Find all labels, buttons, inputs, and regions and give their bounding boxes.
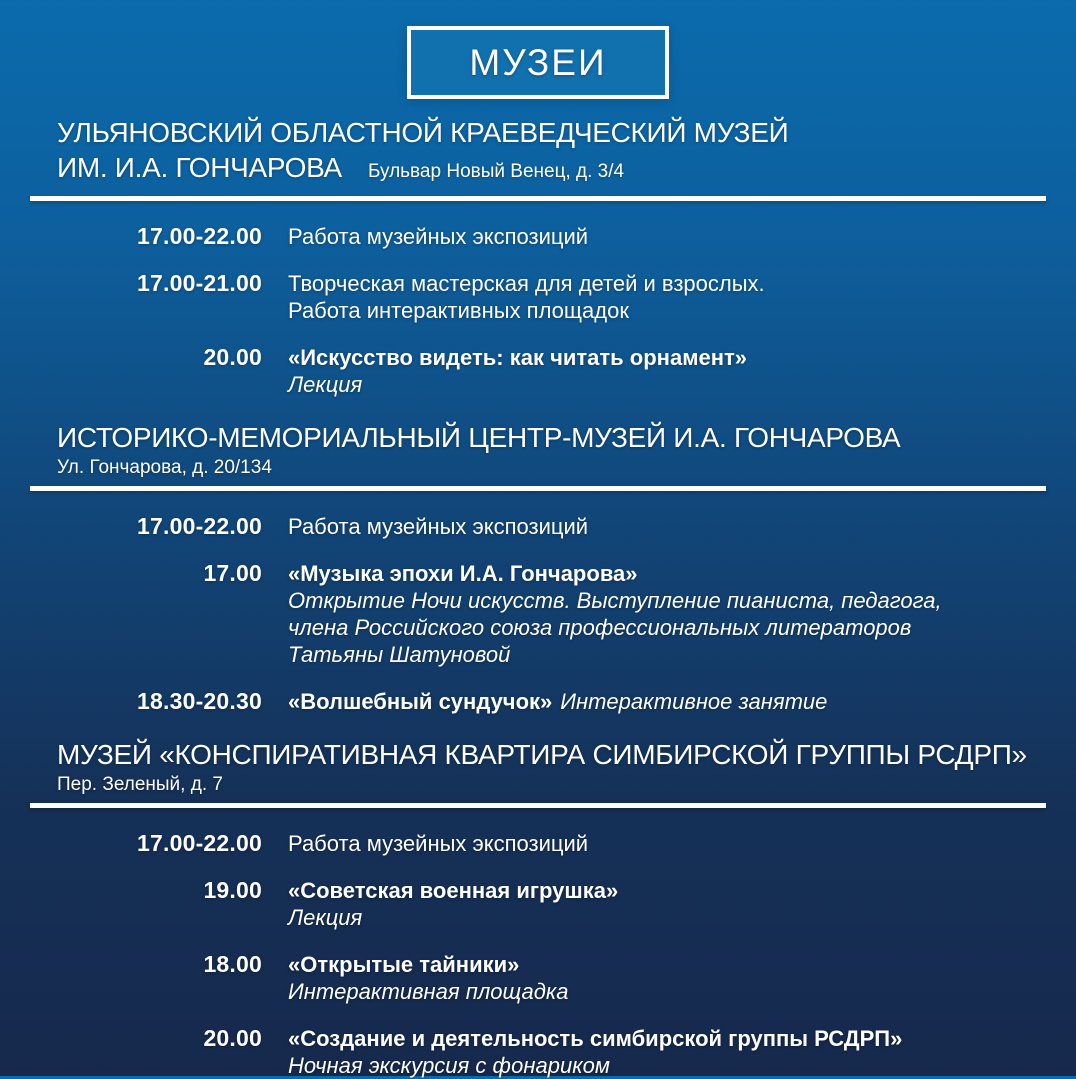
event-note: Лекция [288,372,363,397]
section-goncharov-center-museum [30,420,1046,715]
section-address: Бульвар Новый Венец, д. 3/4 [367,161,625,182]
page-title-box [407,26,669,99]
event-text: Работа музейных экспозиций [288,224,589,249]
event-title: «Открытые тайники» [288,952,520,977]
section-header [30,420,1046,480]
event-description [288,877,618,931]
divider [30,803,1046,808]
event-time: 18.30-20.30 [137,688,262,714]
event-note: Интерактивная площадка [288,979,569,1004]
event-row [57,877,1046,931]
event-row [57,560,1046,668]
event-row [57,513,1046,540]
event-description [288,344,747,398]
event-description [288,223,588,250]
event-row [57,688,1046,715]
event-title: «Музыка эпохи И.А. Гончарова» [288,561,638,586]
event-text: Работа интерактивных площадок [288,298,629,323]
event-time: 18.00 [203,951,262,977]
event-time: 19.00 [203,877,262,903]
event-text: Творческая мастерская для детей и взрослых. [288,271,765,296]
event-list [30,223,1046,398]
event-title: «Искусство видеть: как читать орнамент» [288,345,748,370]
divider [30,486,1046,491]
section-address: Пер. Зеленый, д. 7 [57,774,223,795]
event-text: Работа музейных экспозиций [288,514,589,539]
event-description [288,513,588,540]
section-title-line2: ИМ. И.А. ГОНЧАРОВА [57,152,342,183]
page-title: МУЗЕИ [469,41,607,83]
event-description [288,1025,902,1079]
section-header [30,115,1046,190]
event-list [30,830,1046,1079]
event-time: 17.00-22.00 [137,513,262,539]
event-row [57,270,1046,324]
event-line [288,688,827,715]
event-time: 20.00 [203,1025,262,1051]
event-row [57,1025,1046,1079]
event-title: «Волшебный сундучок» [288,689,553,714]
section-title: МУЗЕЙ «КОНСПИРАТИВНАЯ КВАРТИРА СИМБИРСКОЙ ГРУППЫ РСДРП» [57,739,1027,770]
event-description [288,270,765,324]
section-kraevedchesky-museum [30,115,1046,398]
event-note: Лекция [288,905,363,930]
event-description [288,688,827,715]
event-time: 17.00-22.00 [137,223,262,249]
event-time: 20.00 [203,344,262,370]
section-rsdrp-museum [30,737,1046,1079]
event-description [288,951,569,1005]
event-note: Открытие Ночи искусств. Выступление пианиста, педагога, [288,588,942,613]
event-title: «Советская военная игрушка» [288,878,619,903]
section-title-line2-row [57,150,1046,190]
event-note: Татьяны Шатуновой [288,642,511,667]
event-row [57,830,1046,857]
event-time: 17.00 [203,560,262,586]
section-title: ИСТОРИКО-МЕМОРИАЛЬНЫЙ ЦЕНТР-МУЗЕЙ И.А. ГОНЧАРОВА [57,422,901,453]
event-time: 17.00-21.00 [137,270,262,296]
event-note: Интерактивное занятие [560,689,828,714]
event-list [30,513,1046,715]
event-row [57,223,1046,250]
event-description [288,560,942,668]
event-description [288,830,588,857]
event-note: Ночная экскурсия с фонариком [288,1053,610,1078]
event-time: 17.00-22.00 [137,830,262,856]
event-title: «Создание и деятельность симбирской группы РСДРП» [288,1026,903,1051]
section-title: УЛЬЯНОВСКИЙ ОБЛАСТНОЙ КРАЕВЕДЧЕСКИЙ МУЗЕЙ [57,117,789,148]
event-text: Работа музейных экспозиций [288,831,589,856]
section-header [30,737,1046,797]
divider [30,196,1046,201]
event-row [57,951,1046,1005]
section-address: Ул. Гончарова, д. 20/134 [57,457,272,478]
event-row [57,344,1046,398]
event-note: члена Российского союза профессиональных литераторов [288,615,912,640]
